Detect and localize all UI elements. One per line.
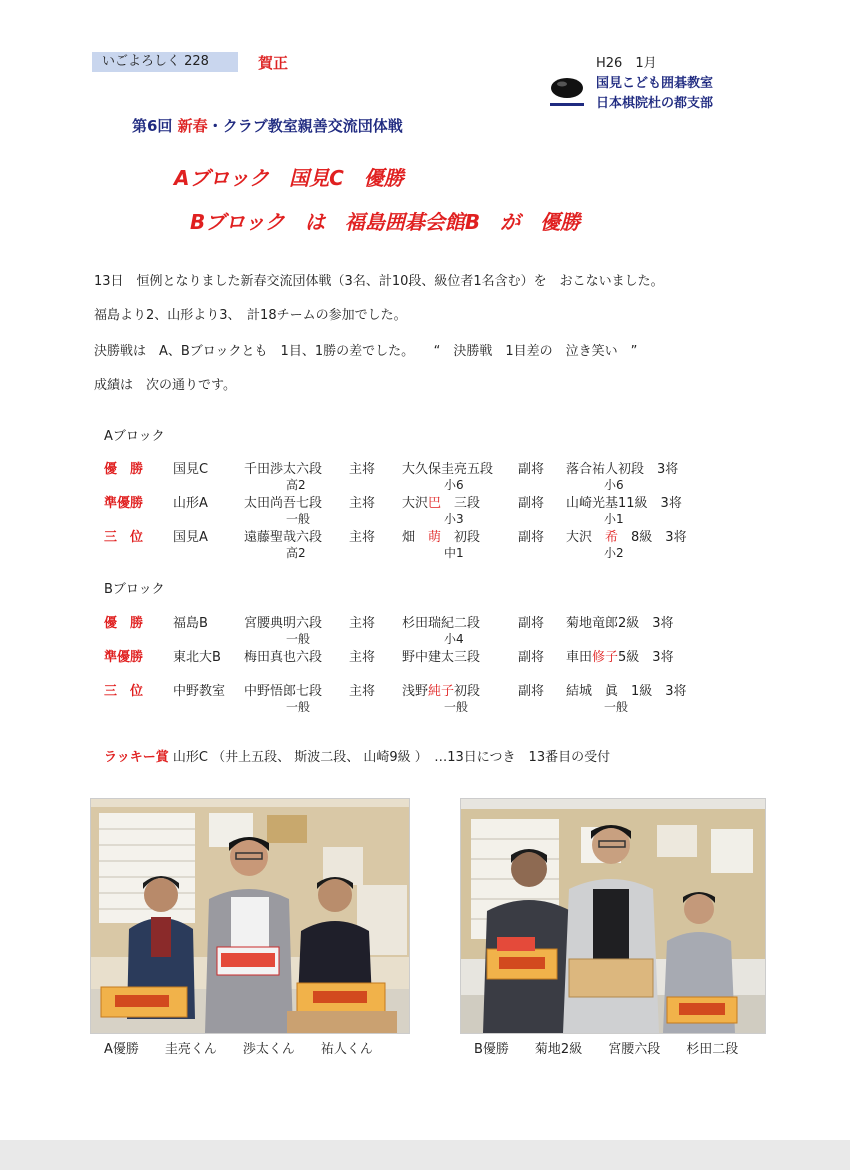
photo-a-illustration: [91, 799, 409, 1033]
paragraph: 決勝戦は A、Bブロックとも 1目、1勝の差でした。 “ 決勝戦 1目差の 泣き笑い ”: [94, 344, 638, 359]
photo-b-illustration: [461, 799, 765, 1033]
event-title-highlight: 新春: [177, 117, 208, 135]
lucky-prize-label: ラッキー賞: [104, 750, 169, 765]
player-1: 遠藤聖哉六段: [244, 530, 323, 545]
paragraph: 成績は 次の通りです。: [94, 378, 236, 393]
player-2-surname: 大沢: [402, 496, 429, 511]
grade: 小2: [604, 546, 624, 560]
player-2: 大久保圭亮五段: [402, 462, 494, 477]
photo-b-caption: B優勝 菊地2級 宮腰六段 杉田二段: [474, 1042, 739, 1057]
paragraph: 13日 恒例となりました新春交流団体戦（3名、計10段、級位者1名含む）を おこないました。: [94, 274, 664, 289]
player-2-given: 萌: [428, 530, 442, 545]
player-3-surname: 大沢: [566, 530, 606, 545]
position-2: 副将: [518, 530, 545, 545]
headline-a-block: Aブロック 国見C 優勝: [174, 166, 404, 190]
team: 国見A: [173, 530, 208, 545]
event-title: [132, 115, 403, 136]
player-1: 梅田真也六段: [244, 650, 323, 665]
player-2-rank: 初段: [441, 530, 481, 545]
headline-b-block: Bブロック は 福島囲碁会館B が 優勝: [190, 210, 581, 234]
player-3: 落合祐人初段 3将: [566, 462, 679, 477]
page-bottom-edge: [0, 1140, 850, 1170]
series-label: いごよろしく 228: [92, 52, 238, 72]
rank: 三 位: [104, 530, 144, 545]
block-a-label: Aブロック: [104, 429, 165, 444]
grade: 一般: [286, 632, 311, 646]
player-2: [402, 492, 480, 511]
player-2: 野中建太三段: [402, 650, 481, 665]
photo-b-winners: [460, 798, 766, 1034]
player-3: [566, 646, 674, 665]
photo-a-winners: [90, 798, 410, 1034]
grade: 小3: [444, 512, 464, 526]
player-3: 山崎光基11級 3将: [566, 496, 682, 511]
grade: 小1: [604, 512, 624, 526]
position-2: 副将: [518, 616, 545, 631]
team: 山形A: [173, 496, 208, 511]
player-2-surname: 畑: [402, 530, 429, 545]
player-3: [566, 526, 687, 545]
team: 東北大B: [173, 650, 221, 665]
player-2-rank: 三段: [441, 496, 481, 511]
position-2: 副将: [518, 462, 545, 477]
grade: 一般: [286, 512, 311, 526]
grade: 小6: [444, 478, 464, 492]
event-title-rest: ・クラブ教室親善交流団体戦: [207, 117, 403, 135]
player-3-given: 希: [605, 530, 619, 545]
issue-date: H26 1月: [596, 56, 657, 71]
grade: 一般: [286, 700, 311, 714]
org-name-line1: 国見こども囲碁教室: [596, 76, 714, 91]
player-3-given: 修子: [592, 650, 619, 665]
player-3: 結城 眞 1級 3将: [566, 684, 687, 699]
grade: 小6: [604, 478, 624, 492]
player-2: [402, 680, 480, 699]
position-1: 主将: [349, 616, 376, 631]
position-1: 主将: [349, 650, 376, 665]
grade: 一般: [604, 700, 629, 714]
rank: 準優勝: [104, 650, 144, 665]
rank: 優 勝: [104, 616, 144, 631]
player-2-rank: 初段: [454, 684, 481, 699]
player-3-surname: 車田: [566, 650, 593, 665]
greeting: 賀正: [258, 54, 289, 72]
player-3: 菊地竜郎2級 3将: [566, 616, 674, 631]
position-1: 主将: [349, 530, 376, 545]
player-2: 杉田瑞紀二段: [402, 616, 481, 631]
rank: 準優勝: [104, 496, 144, 511]
block-b-label: Bブロック: [104, 582, 165, 597]
position-2: 副将: [518, 684, 545, 699]
org-name-line2: 日本棋院杜の都支部: [596, 96, 714, 111]
player-1: 中野悟郎七段: [244, 684, 323, 699]
rank: 優 勝: [104, 462, 144, 477]
player-1: 宮腰典明六段: [244, 616, 323, 631]
photo-a-caption: A優勝 圭亮くん 渉太くん 祐人くん: [104, 1042, 373, 1057]
grade: 一般: [444, 700, 469, 714]
lucky-prize: [104, 746, 610, 765]
position-1: 主将: [349, 684, 376, 699]
position-2: 副将: [518, 650, 545, 665]
grade: 中1: [444, 546, 464, 560]
player-1: 千田渉太六段: [244, 462, 323, 477]
player-2: [402, 526, 480, 545]
player-2-given: 純子: [428, 684, 455, 699]
player-2-given: 巴: [428, 496, 442, 511]
position-1: 主将: [349, 496, 376, 511]
grade: 小4: [444, 632, 464, 646]
position-1: 主将: [349, 462, 376, 477]
grade: 高2: [286, 546, 306, 560]
go-stone-logo-icon: [546, 76, 588, 110]
rank: 三 位: [104, 684, 144, 699]
team: 国見C: [173, 462, 209, 477]
paragraph: 福島より2、山形より3、 計18チームの参加でした。: [94, 308, 407, 323]
lucky-prize-text: 山形C （井上五段、 斯波二段、 山崎9級 ） …13日につき 13番目の受付: [168, 750, 611, 765]
event-title-prefix: 第6回: [132, 117, 178, 135]
position-2: 副将: [518, 496, 545, 511]
team: 中野教室: [173, 684, 226, 699]
player-1: 太田尚吾七段: [244, 496, 323, 511]
grade: 高2: [286, 478, 306, 492]
player-3-rank: 5級 3将: [618, 650, 674, 665]
player-3-rank: 8級 3将: [618, 530, 687, 545]
player-2-surname: 浅野: [402, 684, 429, 699]
team: 福島B: [173, 616, 208, 631]
